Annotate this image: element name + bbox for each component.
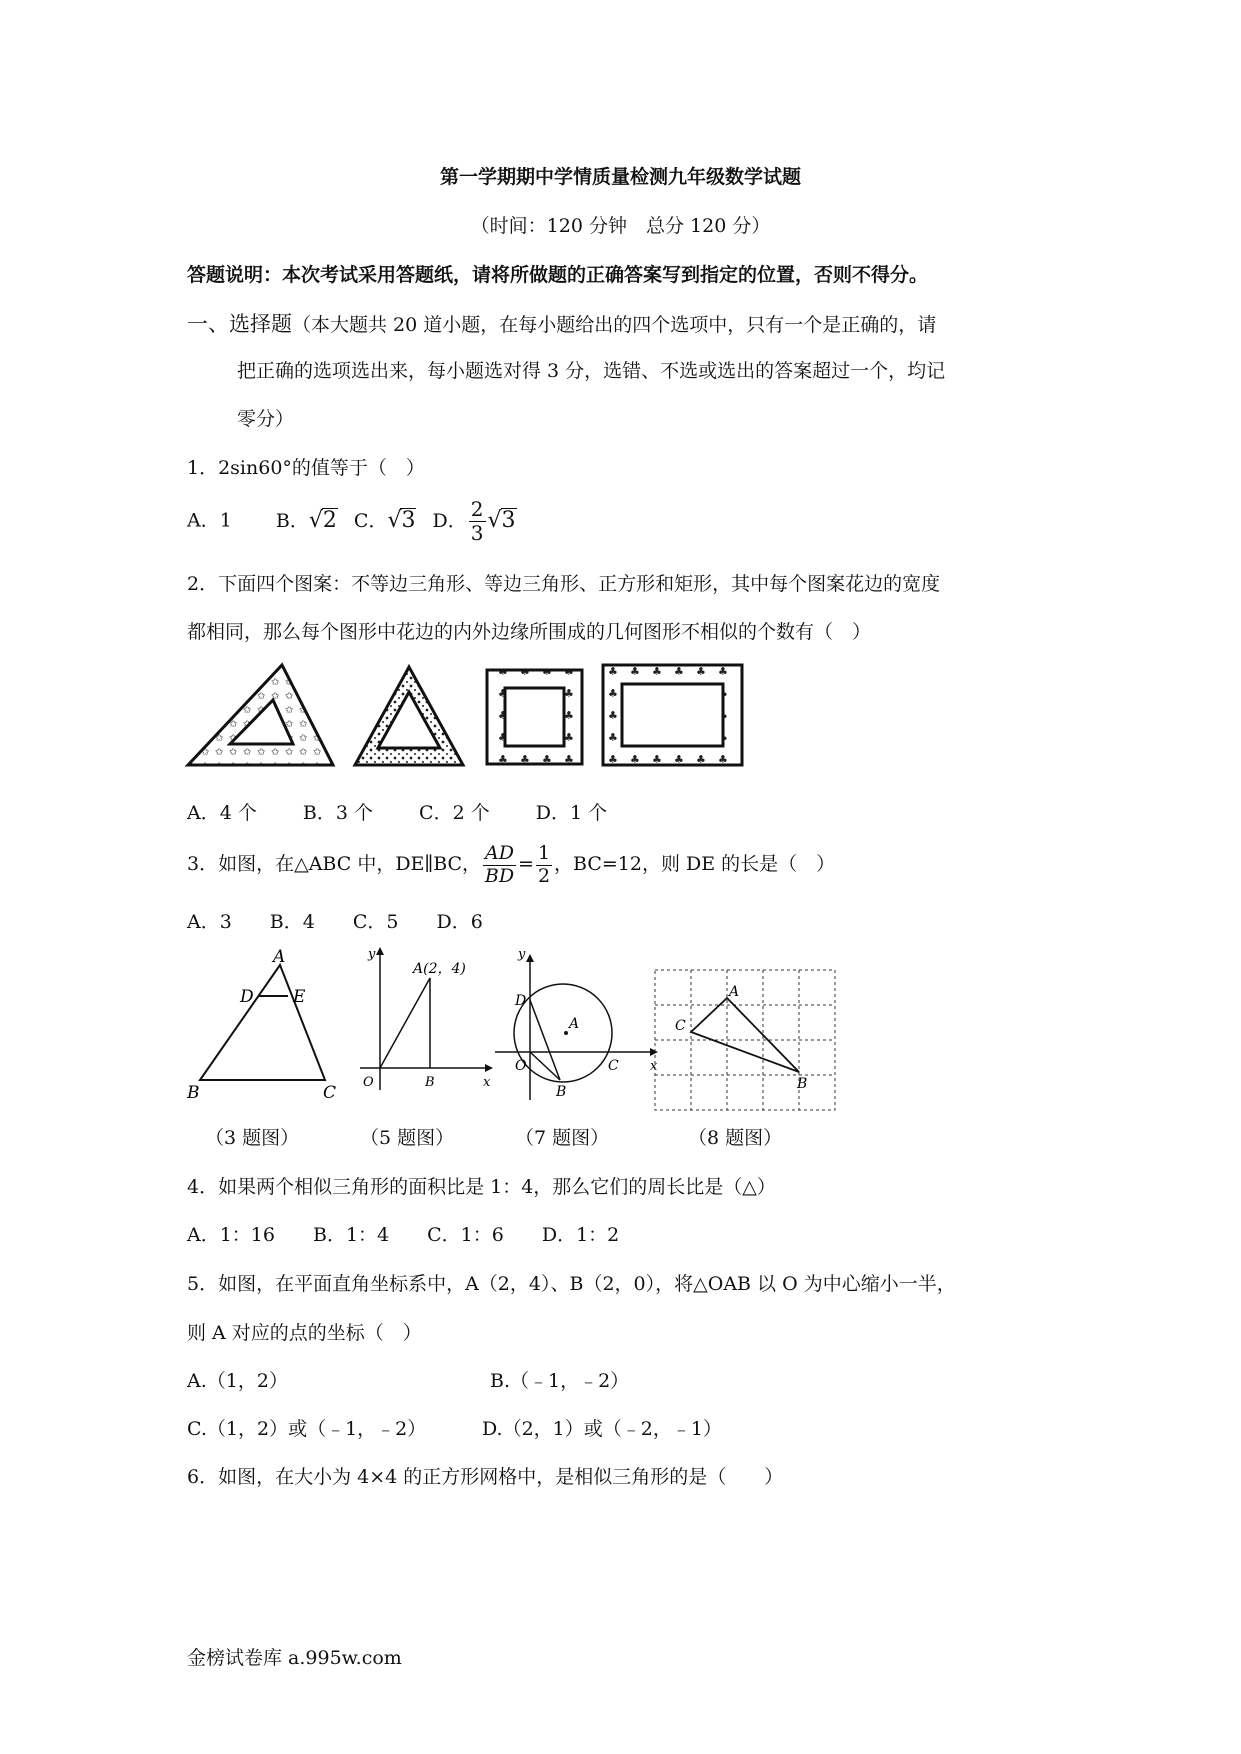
figure-8-grid <box>655 970 835 1110</box>
scalene-triangle-pattern <box>188 665 333 765</box>
q4-options: A．1：16 B．1：4 C．1：6 D．1：2 <box>187 1224 620 1246</box>
q3-stem <box>187 835 835 893</box>
q2-option-b: B．3 个 <box>302 802 373 824</box>
fig8-label-b: B <box>797 1076 808 1092</box>
fig5-label-b: B <box>425 1075 435 1090</box>
q3-half-fraction: $\frac{1}{2}$ <box>537 841 551 887</box>
fig5-label-x: x <box>483 1075 491 1090</box>
figure-caption-8: （8 题图） <box>688 1127 783 1149</box>
fig7-label-c: C <box>608 1058 619 1074</box>
q6-stem: 6．如图，在大小为 4×4 的正方形网格中，是相似三角形的是（ ） <box>187 1466 784 1488</box>
fig5-label-o: O <box>363 1075 374 1090</box>
section1-desc1: （本大题共 20 道小题，在每小题给出的四个选项中，只有一个是正确的，请 <box>292 314 937 336</box>
q5-option-b: B.（﹣1，﹣2） <box>490 1370 630 1392</box>
instructions: 答题说明：本次考试采用答题纸，请将所做题的正确答案写到指定的位置，否则不得分。 <box>187 264 929 286</box>
q2-option-a: A．4 个 <box>187 802 257 824</box>
q1-option-c: C． <box>353 509 388 532</box>
figure-5-coordinate <box>360 947 493 1090</box>
fig5-label-y: y <box>368 947 376 962</box>
q3-stem-b: ，BC=12，则 DE 的长是（ ） <box>554 853 836 875</box>
q1-stem: 1．2sin60°的值等于（ ） <box>187 457 425 479</box>
q5-option-d: D.（2，1）或（﹣2，﹣1） <box>482 1418 722 1440</box>
fig3-label-a: A <box>273 947 286 967</box>
q5-option-a: A.（1，2） <box>187 1370 288 1392</box>
fig3-label-c: C <box>323 1083 337 1103</box>
q1-option-b: B． <box>275 509 309 532</box>
fig8-label-a: A <box>729 984 740 1000</box>
fig7-label-x: x <box>650 1059 658 1074</box>
q1-option-a: A．1 <box>187 509 232 532</box>
q3-options: A．3 B．4 C．5 D．6 <box>187 911 483 933</box>
q3-ratio-fraction: $\frac{AD}{BD}$ <box>484 841 515 887</box>
fig7-label-o: O <box>515 1058 527 1074</box>
q2-option-d: D．1 个 <box>535 802 608 824</box>
fig7-label-y: y <box>518 947 526 962</box>
rectangle-pattern <box>603 665 742 765</box>
figure-caption-7: （7 题图） <box>515 1127 610 1149</box>
q2-options <box>187 798 607 825</box>
equilateral-triangle-pattern <box>355 667 463 765</box>
fig5-label-a: A(2，4) <box>413 961 466 977</box>
q5-stem2: 则 A 对应的点的坐标（ ） <box>187 1322 422 1344</box>
section1-desc2: 把正确的选项选出来，每小题选对得 3 分，选错、不选或选出的答案超过一个，均记 <box>237 360 946 382</box>
fig8-label-c: C <box>675 1018 686 1034</box>
figure-3-triangle <box>186 947 336 1103</box>
fig3-label-e: E <box>293 987 306 1007</box>
q2-option-c: C．2 个 <box>419 802 490 824</box>
figure-caption-5: （5 题图） <box>360 1127 455 1149</box>
q1-option-c-radical: √3 <box>387 507 416 533</box>
fig7-label-d: D <box>515 993 527 1009</box>
figure-7-circle <box>495 947 658 1100</box>
q1-option-d: D． <box>432 509 467 532</box>
q3-stem-a: 3．如图，在△ABC 中，DE∥BC， <box>187 853 482 875</box>
q4-stem: 4．如果两个相似三角形的面积比是 1：4，那么它们的周长比是（△） <box>187 1176 776 1198</box>
page-title: 第一学期期中学情质量检测九年级数学试题 <box>439 166 801 188</box>
figure-caption-3: （3 题图） <box>205 1127 300 1149</box>
section1-desc3: 零分） <box>237 408 295 430</box>
q1-options <box>187 498 517 545</box>
q1-option-d-fraction: $\frac{2}{3}$ <box>470 497 484 545</box>
q5-option-c: C.（1，2）或（﹣1，﹣2） <box>187 1418 427 1440</box>
page-subtitle: （时间：120 分钟 总分 120 分） <box>470 215 771 237</box>
q2-patterns-figure <box>185 660 785 780</box>
q3-equals: = <box>518 853 534 875</box>
q1-option-d-radical: √3 <box>487 507 516 533</box>
fig3-label-b: B <box>187 1083 200 1103</box>
q1-option-b-radical: √2 <box>308 507 337 533</box>
section1-heading: 一、选择题 <box>187 312 292 336</box>
fig3-label-d: D <box>240 987 254 1007</box>
q2-stem1: 2．下面四个图案：不等边三角形、等边三角形、正方形和矩形，其中每个图案花边的宽度 <box>187 573 941 595</box>
figures-row <box>185 940 845 1115</box>
section1-line1 <box>187 308 936 338</box>
q5-stem1: 5．如图，在平面直角坐标系中，A（2，4）、B（2，0），将△OAB 以 O 为中心缩小一半， <box>187 1273 956 1295</box>
square-pattern <box>487 670 582 764</box>
q2-stem2: 都相同，那么每个图形中花边的内外边缘所围成的几何图形不相似的个数有（ ） <box>187 621 872 643</box>
footer-watermark: 金榜试卷库 a.995w.com <box>187 1647 402 1669</box>
fig7-label-a: A <box>569 1016 580 1032</box>
fig7-label-b: B <box>556 1084 567 1100</box>
